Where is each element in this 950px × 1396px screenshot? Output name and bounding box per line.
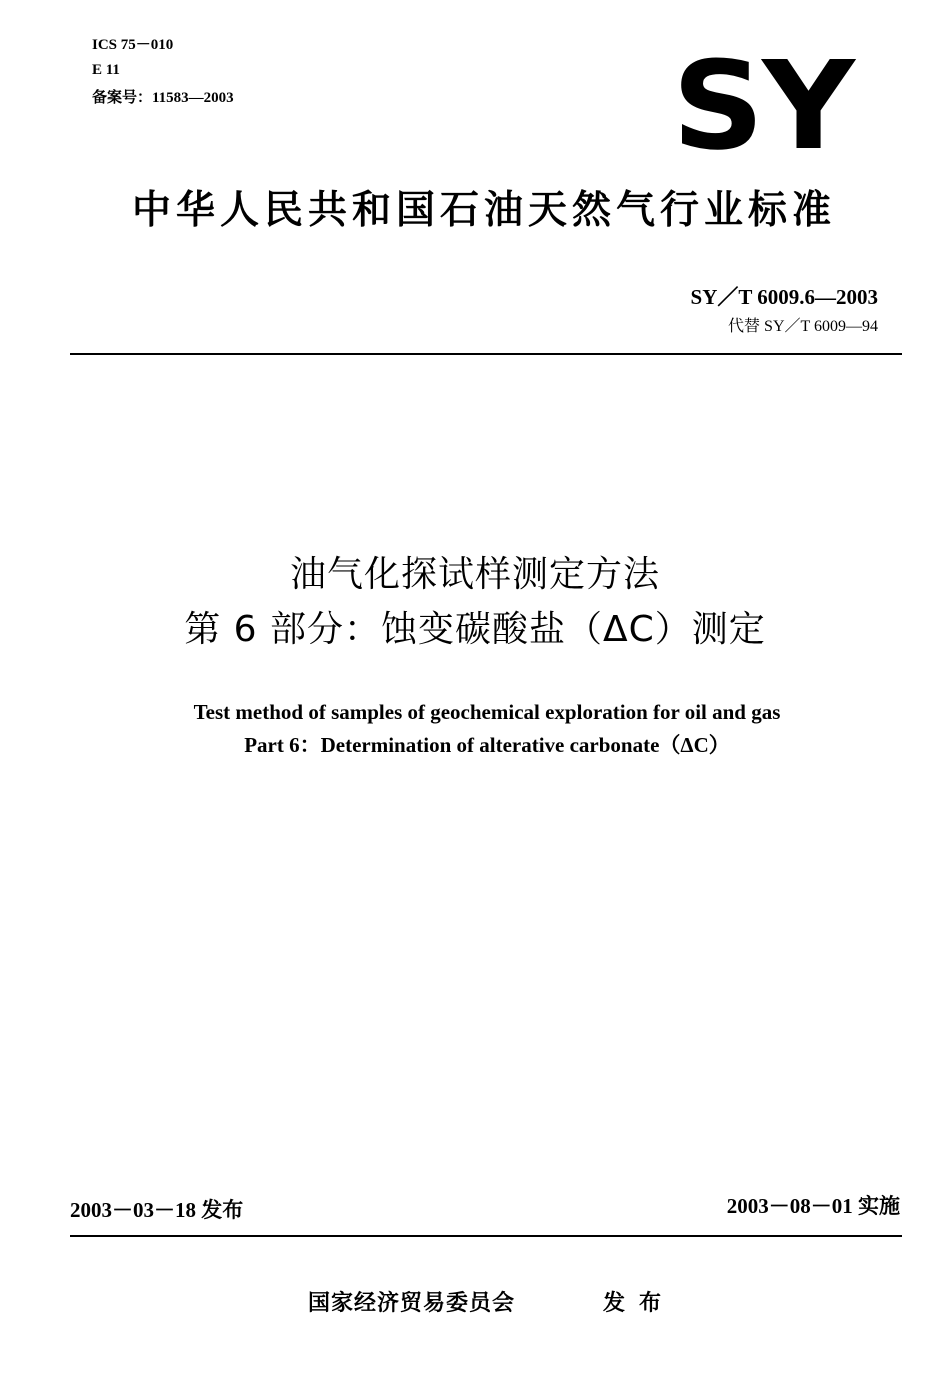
issue-date: 2003－03－18 发布 <box>70 1198 244 1222</box>
bottom-divider <box>70 1235 902 1237</box>
implementation-date: 2003－08－01 实施 <box>726 1194 900 1218</box>
chinese-title-line2: 第 6 部分：蚀变碳酸盐（ΔC）测定 <box>184 609 766 650</box>
issuer-action: 发布 <box>603 1291 676 1316</box>
organization-title: 中华人民共和国石油天然气行业标准 <box>131 188 836 233</box>
standard-number: SY／T 6009.6—2003 <box>690 285 878 309</box>
ics-code: ICS 75－010 <box>92 37 174 53</box>
chinese-title-line1: 油气化探试样测定方法 <box>289 554 660 595</box>
top-divider <box>70 353 902 355</box>
english-title-line2: Part 6：Determination of alterative carbonate（ΔC） <box>244 733 730 757</box>
english-title-line1: Test method of samples of geochemical exploration for oil and gas <box>193 700 781 724</box>
record-number: 备案号：11583—2003 <box>92 90 234 106</box>
issuer-name: 国家经济贸易委员会 <box>308 1291 516 1316</box>
classification-code: E 11 <box>92 62 120 78</box>
sy-logo: SY <box>672 35 853 177</box>
replaces-standard: 代替 SY／T 6009—94 <box>728 318 878 335</box>
